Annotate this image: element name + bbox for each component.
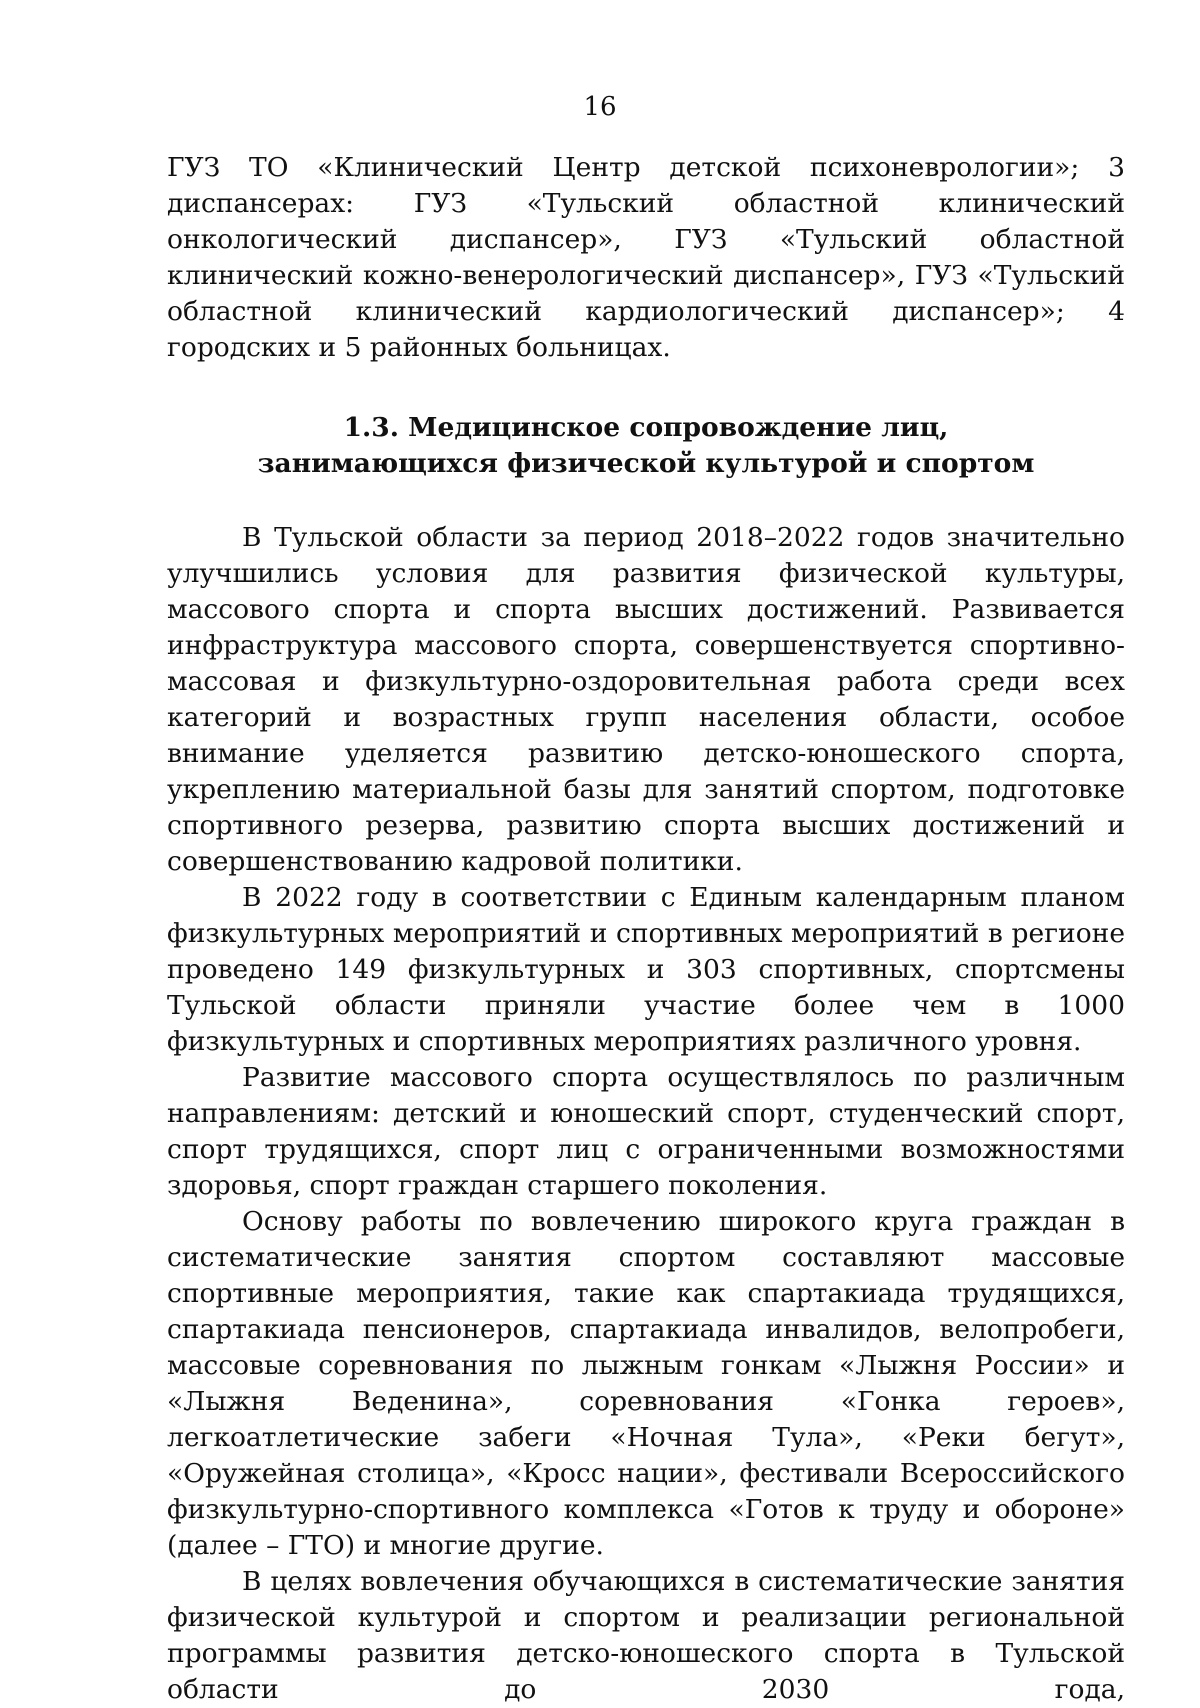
page-number: 16: [583, 92, 617, 122]
paragraph-3: Развитие массового спорта осуществлялось по различным направлениям: детский и юношеский спорт, студенческий спорт, спорт трудящихся, спорт лиц с ограниченными возможностями здоровья, спорт граждан старшего поколения.: [167, 1062, 1125, 1201]
paragraph-1: В Тульской области за период 2018–2022 годов значительно улучшились условия для развития физической культуры, массового спорта и спорта высших достижений. Развивается инфраструктура массового спорта, совершенствуется спортивно-массовая и физкультурно-оздоровительная работа среди всех категорий и возрастных групп населения области, особое внимание уделяется развитию детско-юношеского спорта, укреплению материальной базы для занятий спортом, подготовке спортивного резерва, развитию спорта высших достижений и совершенствованию кадровой политики.: [167, 522, 1125, 877]
paragraph-5: В целях вовлечения обучающихся в систематические занятия физической культурой и спортом и реализации региональной программы развития детско-юношеского спорта в Тульской области до 2030 года,: [167, 1566, 1125, 1705]
paragraph-2: В 2022 году в соответствии с Единым календарным планом физкультурных мероприятий и спортивных мероприятий в регионе проведено 149 физкультурных и 303 спортивных, спортсмены Тульской области приняли участие более чем в 1000 физкультурных и спортивных мероприятиях различного уровня.: [167, 882, 1125, 1057]
section-heading-line-2: занимающихся физической культурой и спортом: [257, 448, 1035, 479]
section-heading: [167, 410, 1125, 482]
section-heading-line-1: 1.3. Медицинское сопровождение лиц,: [343, 412, 949, 443]
document-body: [167, 150, 1125, 1708]
paragraph-4: Основу работы по вовлечению широкого круга граждан в систематические занятия спортом составляют массовые спортивные мероприятия, такие как спартакиада трудящихся, спартакиада пенсионеров, спартакиада инвалидов, велопробеги, массовые соревнования по лыжным гонкам «Лыжня России» и «Лыжня Веденина», соревнования «Гонка героев», легкоатлетические забеги «Ночная Тула», «Реки бегут», «Оружейная столица», «Кросс нации», фестивали Всероссийского физкультурно-спортивного комплекса «Готов к труду и обороне» (далее – ГТО) и многие другие.: [167, 1206, 1125, 1561]
intro-paragraph: ГУЗ ТО «Клинический Центр детской психоневрологии»; 3 диспансерах: ГУЗ «Тульский областной клинический онкологический диспансер», ГУЗ «Тульский областной клинический кожно-венерологический диспансер», ГУЗ «Тульский областной клинический кардиологический диспансер»; 4 городских и 5 районных больницах.: [167, 152, 1125, 363]
